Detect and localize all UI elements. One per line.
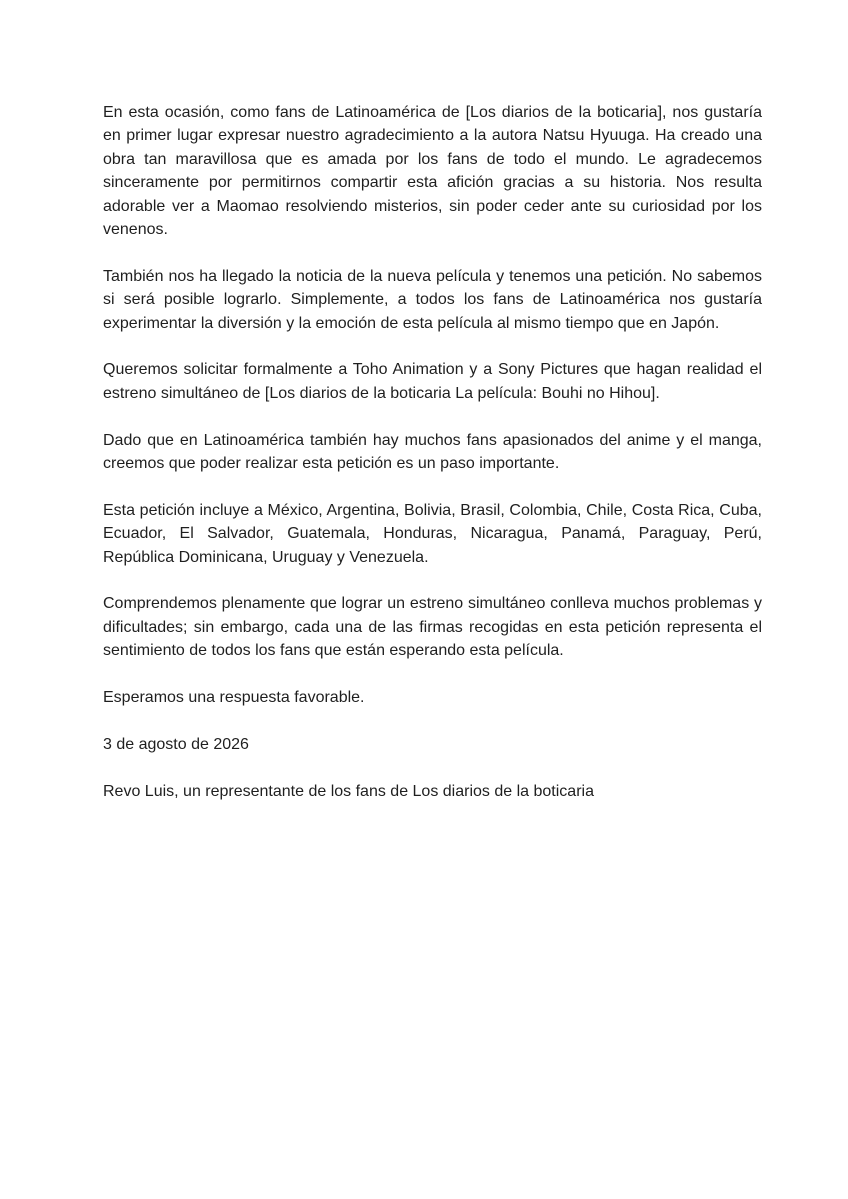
paragraph-countries: Esta petición incluye a México, Argentina, Bolivia, Brasil, Colombia, Chile, Costa Rica, Cuba, Ecuador, El Salvador, Guatemala, Honduras, Nicaragua, Panamá, Paraguay, Perú, República Dominicana, Uruguay y Venezuela. — [103, 501, 762, 566]
paragraph-understanding: Comprendemos plenamente que lograr un estreno simultáneo conlleva muchos problemas y dificultades; sin embargo, cada una de las firmas recogidas en esta petición representa el sentimiento de todos los fans que están esperando esta película. — [103, 595, 762, 660]
letter-date: 3 de agosto de 2026 — [103, 735, 249, 753]
paragraph-closing: Esperamos una respuesta favorable. — [103, 689, 365, 707]
paragraph-fan-base: Dado que en Latinoamérica también hay muchos fans apasionados del anime y el manga, creemos que poder realizar esta petición es un paso importante. — [103, 431, 762, 473]
paragraph-new-movie-request: También nos ha llegado la noticia de la nueva película y tenemos una petición. No sabemos si será posible lograrlo. Simplemente, a todos los fans de Latinoamérica nos gustaría experimentar la diversión y la emoción de esta película al mismo tiempo que en Japón. — [103, 267, 762, 332]
letter-signature: Revo Luis, un representante de los fans de Los diarios de la boticaria — [103, 782, 594, 800]
letter-body — [103, 101, 762, 826]
paragraph-formal-request: Queremos solicitar formalmente a Toho Animation y a Sony Pictures que hagan realidad el estreno simultáneo de [Los diarios de la boticaria La película: Bouhi no Hihou]. — [103, 361, 762, 402]
paragraph-gratitude: En esta ocasión, como fans de Latinoamérica de [Los diarios de la boticaria], nos gustaría en primer lugar expresar nuestro agradecimiento a la autora Natsu Hyuuga. Ha creado una obra tan maravillosa que es amada por los fans de todo el mundo. Le agradecemos sinceramente por permitirnos compartir esta afición gracias a su historia. Nos resulta adorable ver a Maomao resolviendo misterios, sin poder ceder ante su curiosidad por los venenos. — [103, 104, 762, 239]
